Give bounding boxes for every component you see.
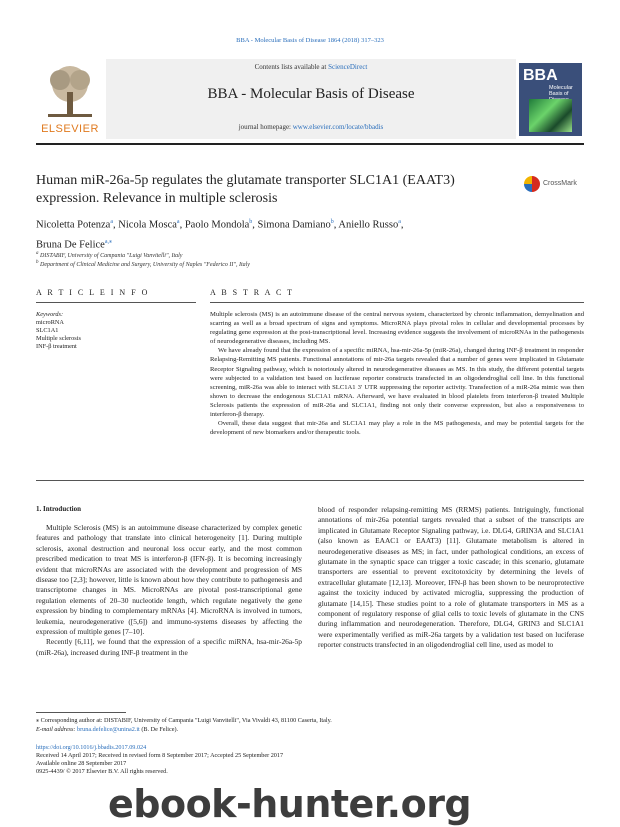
affiliation-a: $^a$ DISTABIF, University of Campania "Luigi Vanvitelli", Italy (36, 251, 183, 259)
journal-reference-link[interactable]: BBA - Molecular Basis of Disease 1864 (2018) 317–323 (236, 37, 384, 44)
contents-line (106, 63, 516, 71)
keyword: SLC1A1 (36, 327, 59, 334)
footnote-divider (36, 712, 126, 713)
abstract-heading: A B S T R A C T (210, 288, 295, 297)
intro-paragraph: Recently [6,11], we found that the expression of a specific miRNA, hsa-mir-26a-5p (miR-26a), increased during INF-β treatment in the (36, 637, 302, 657)
copyright: 0925-4439/ © 2017 Elsevier B.V. All rights reserved. (36, 768, 168, 775)
author-name: Aniello Russo (338, 219, 399, 231)
footnotes (36, 716, 584, 734)
homepage-link[interactable]: www.elsevier.com/locate/bbadis (292, 123, 384, 131)
abstract-bottom-divider (36, 480, 584, 481)
article-info-divider (36, 302, 196, 303)
journal-cover-image (519, 63, 582, 136)
masthead-divider (36, 143, 584, 145)
sciencedirect-link[interactable]: ScienceDirect (328, 63, 368, 71)
author-name: Nicoletta Potenza (36, 219, 111, 231)
journal-title: BBA - Molecular Basis of Disease (207, 86, 415, 102)
affiliation-b: $^b$ Department of Clinical Medicine and Surgery, University of Naples "Federico II", Italy (36, 260, 250, 268)
author-affiliation-mark[interactable]: a (176, 219, 180, 225)
watermark-text: ebook-hunter.org (108, 782, 472, 826)
contents-prefix: Contents lists available at (254, 63, 329, 71)
paper-title: Human miR-26a-5p regulates the glutamate transporter SLC1A1 (EAAT3) expression. Relevance in multiple sclerosis (36, 173, 455, 206)
author-name: Nicola Mosca (118, 219, 177, 231)
intro-right-column (318, 505, 584, 651)
author-list: Nicoletta Potenza$^a$, Nicola Mosca$^a$, Paolo Mondola$^b$, Simona Damiano$^b$, Aniello Russo$^a$, Bruna De Felice$^{a,⁎}$ (36, 219, 404, 250)
cover-title: BBA (523, 67, 558, 84)
doi-link[interactable]: https://doi.org/10.1016/j.bbadis.2017.09.024 (36, 744, 147, 751)
keywords-label: Keywords: (36, 311, 64, 318)
intro-left-column (36, 523, 302, 658)
keyword: INF-β treatment (36, 343, 77, 350)
author-name: Paolo Mondola (184, 219, 250, 231)
abstract-paragraph: We have already found that the expression of a specific miRNA, hsa-mir-26a-5p (miR-26a), changed during INF-β treatment in responder Relapsing-Remitting MS patients. Functional annotations of mir-26a targets revealed that a number of genes were implicated in Glutamate Receptor Signaling pathway, which is notoriously altered in neurodegenerative diseases as MS. In this study, the different potential targets were subjected to a validation test based on luciferase reporter constructs transfected in an oligodendroglial cell line. In this functional screening, miR-26a was able to interact with SLC1A1 3′ UTR suppressing the reporter activity. Transfection of a miR-26a mimic was then shown to decrease the endogenous SLC1A1 mRNA. Afterward, we have evaluated in blood platelets from interferon-β treated Multiple Sclerosis patients the expression of miR-26a and SLC1A1, finding not only their converse expression, but also a responsiveness to interferon-β therapy. (210, 347, 584, 419)
author-affiliation-mark[interactable]: a,⁎ (104, 238, 112, 245)
author-name: Bruna De Felice (36, 239, 105, 250)
homepage-prefix: journal homepage: (238, 123, 293, 131)
author-affiliation-mark[interactable]: a (110, 219, 114, 225)
email-line: E-mail address: bruna.defelice@unina2.it (B. De Felice). (36, 726, 179, 733)
keyword: microRNA (36, 319, 64, 326)
corresponding-author-note: ⁎ Corresponding author at: DISTABIF, University of Campania "Luigi Vanvitelli", Via Vivaldi 43, 81100 Caserta, Italy. (36, 717, 332, 724)
author-affiliation-mark[interactable]: a (398, 219, 401, 225)
cover-subtitle: Molecular Basis of (549, 85, 573, 97)
available-online: Available online 28 September 2017 (36, 760, 127, 767)
introduction-heading: 1. Introduction (36, 505, 81, 513)
received-dates: Received 14 April 2017; Received in revised form 8 September 2017; Accepted 25 September 2017 (36, 752, 284, 759)
crossmark-icon (524, 176, 540, 192)
keyword: Multiple sclerosis (36, 335, 81, 342)
author-name: Simona Damiano (257, 219, 331, 231)
abstract-paragraph: Multiple sclerosis (MS) is an autoimmune disease of the central nervous system, characterized by chronic inflammation, demyelination and scarring as well as a broad spectrum of signs and symptoms. MicroRNA plays pivotal roles in cellular and developmental processes by regulating gene expression at the post-transcriptional level. Increasing evidence suggests the involvement of microRNAs in the pathogenesis of neurodegenerative diseases, including MS. (210, 311, 584, 346)
elsevier-wordmark: ELSEVIER (41, 123, 99, 135)
abstract-paragraph: Overall, these data suggest that mir-26a and SLC1A1 may play a role in the MS pathogenesis, and may be potential targets for the development of new biomarkers and/or therapeutic tools. (210, 420, 584, 437)
author-affiliation-mark[interactable]: b (249, 219, 253, 225)
abstract-body (210, 310, 584, 437)
cover-artwork (529, 99, 572, 132)
intro-paragraph: blood of responder relapsing-remitting MS (RRMS) patients. Intriguingly, functional annotations of mir-26a potential targets revealed that a subset of the transcripts are implicated in Glutamate Receptor Signaling pathway, i.e. DLG4, GRIN3A and SLC1A1 (also known as EAAC1 or EAAT3) [11]. Glutamate metabolism is altered in neurodegenerative diseases as MS; in fact, under pathological conditions, an excess of glutamate in the synaptic space can trigger a toxic cascade; in this scenario, glutamate transporters are essential to prevent excitotoxicity by determining the levels of extracellular glutamate [12,13]. Moreover, IFN-β has been shown to be neuroprotective against the toxicity induced by activated microglia, suppressing the production of glutamate [14,15]. These studies point to a role of glutamate transporters in MS as a component of regulatory response of glial cells to toxic levels of glutamate in the CNS during inflammation and neurodegeneration. Therefore, DLG4, GRIN3 and SLC1A1 were experimentally verified as miR-26a targets by a validation test based on luciferase reporter constructs transfected in an oligodendroglial cell line, used as model to (318, 505, 584, 650)
article-info-heading: A R T I C L E I N F O (36, 288, 150, 297)
crossmark-label: CrossMark (543, 180, 577, 187)
crossmark-button[interactable] (524, 174, 586, 194)
journal-homepage (106, 123, 516, 131)
abstract-divider (210, 302, 584, 303)
intro-paragraph: Multiple Sclerosis (MS) is an autoimmune disease characterized by complex genetic features and pathology that translate into clinical heterogeneity [1]. During multiple sclerosis, axonal destruction and neuronal loss occur early, and the most common prescribed medication to treat MS is interferon-β (IFN-β). It is becoming increasingly evident that microRNAs are associated with the development and progression of MS disease too [2,3]; however, little is known about how they contribute to pathogenesis and transcriptome changes in MS. MicroRNAs are pivotal post-transcriptional gene regulation elements of 20–30 nucleotide length, which regulate negatively the gene expression by binding to complementary mRNAs [4]. MicroRNA is involved in tumors, leukemia, neurodegenerative ([5,6]) and immuno-systems diseases by affecting the expression of multiple genes [7–10]. (36, 523, 302, 637)
author-affiliation-mark[interactable]: b (330, 219, 334, 225)
elsevier-tree-logo (38, 62, 102, 122)
email-link[interactable]: bruna.defelice@unina2.it (77, 726, 140, 733)
